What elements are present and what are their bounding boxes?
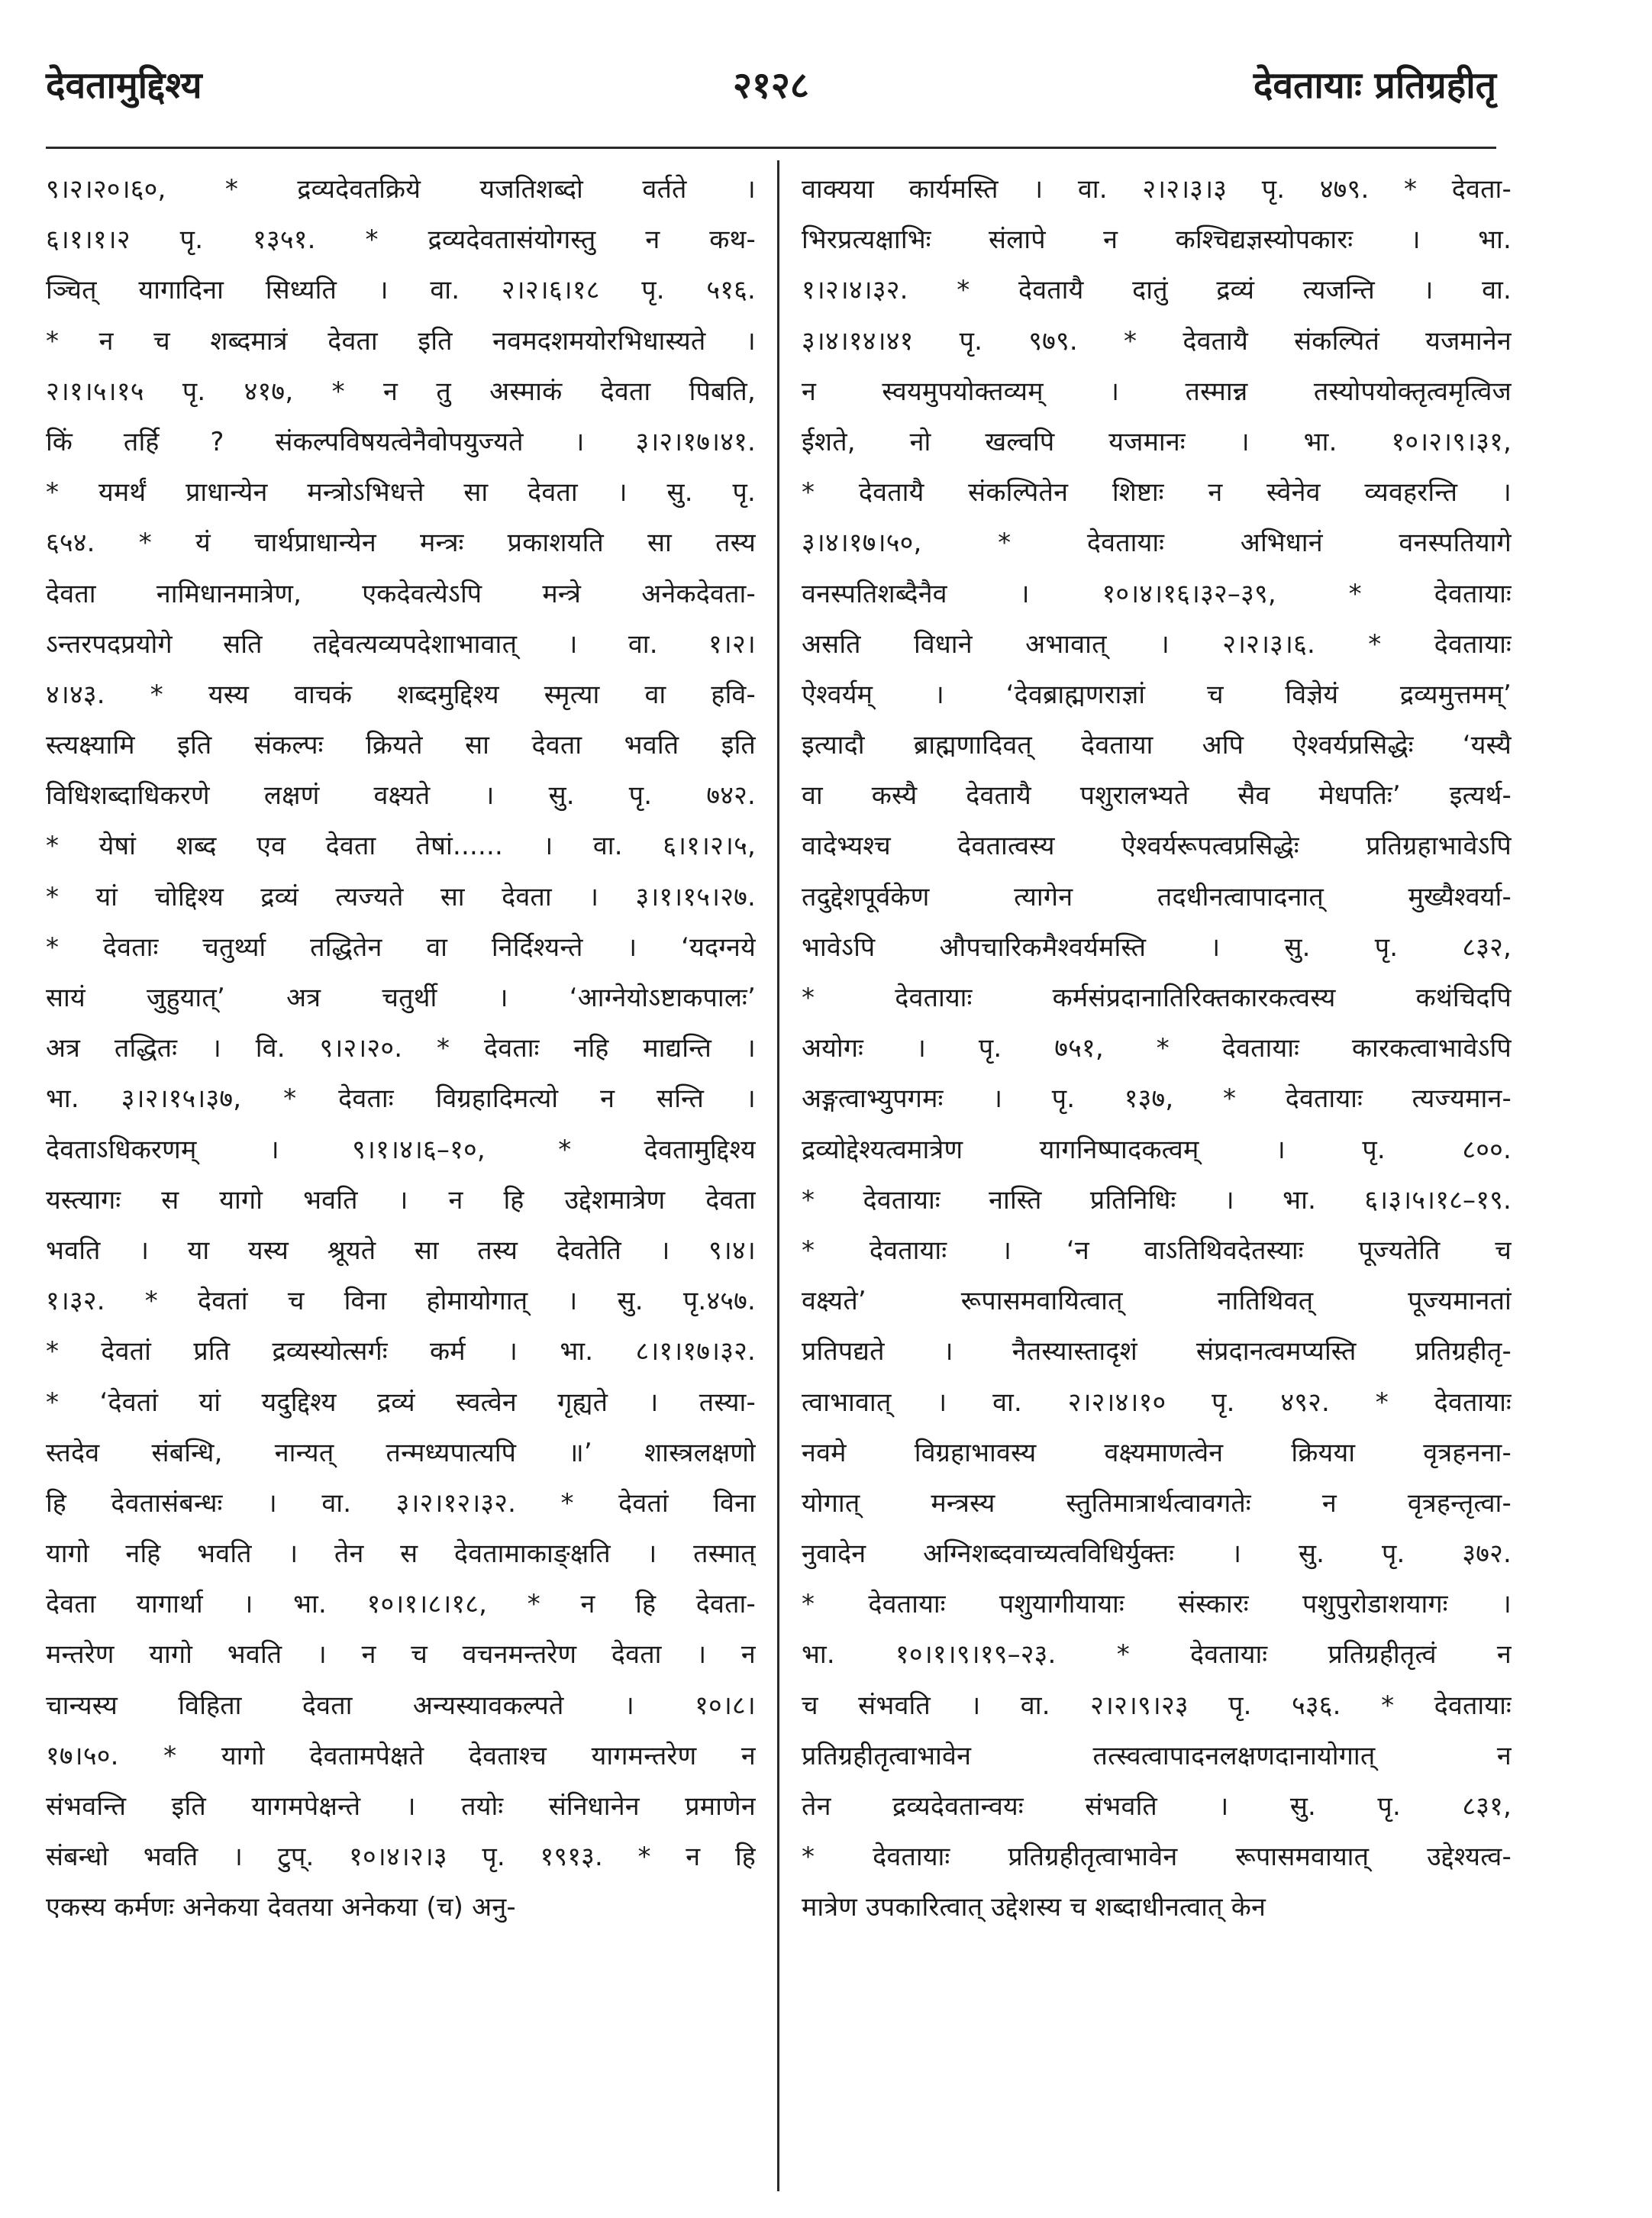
text-line: ६५४. * यं चार्थप्राधान्येन मन्त्रः प्रकाशयति सा तस्य bbox=[46, 528, 756, 559]
header-rule bbox=[46, 147, 1496, 149]
text-line: देवताऽधिकरणम् । ९।१।४।६–१०, * देवतामुद्दिश्य bbox=[46, 1134, 756, 1165]
text-line: नवमे विग्रहाभावस्य वक्ष्यमाणत्वेन क्रियया वृत्रहनना- bbox=[802, 1437, 1512, 1468]
text-line: प्रतिपद्यते । नैतस्यास्तादृशं संप्रदानत्वमप्यस्ति प्रतिग्रहीतृ- bbox=[802, 1336, 1512, 1367]
text-line: नुवादेन अग्निशब्दवाच्यत्वविधिर्युक्तः । सु. पृ. ३७२. bbox=[802, 1538, 1512, 1570]
text-line: किं तर्हि ? संकल्पविषयत्वेनैवोपयुज्यते । ३।२।१७।४१. bbox=[46, 426, 756, 457]
text-line: ञ्चित् यागादिना सिध्यति । वा. २।२।६।१८ पृ. ५१६. bbox=[46, 275, 756, 306]
text-line: अत्र तद्धितः । वि. ९।२।२०. * देवताः नहि माद्यन्ति । bbox=[46, 1033, 756, 1064]
text-line: भा. ३।२।१५।३७, * देवताः विग्रहादिमत्यो न सन्ति । bbox=[46, 1083, 756, 1115]
text-line: * न च शब्दमात्रं देवता इति नवमदशमयोरभिधास्यते । bbox=[46, 325, 756, 357]
text-line: वनस्पतिशब्दैनैव । १०।४।१६।३२–३९, * देवतायाः bbox=[802, 578, 1512, 609]
text-line: * देवतायाः प्रतिग्रहीतृत्वाभावेन रूपासमवायात् उद्देश्यत्व- bbox=[802, 1842, 1512, 1873]
text-line: वा कस्यै देवतायै पशुरालभ्यते सैव मेधपतिः’ इत्यर्थ- bbox=[802, 780, 1512, 812]
running-head bbox=[46, 60, 1496, 128]
text-line: ९।२।२०।६०, * द्रव्यदेवतक्रिये यजतिशब्दो वर्तते । bbox=[46, 174, 756, 205]
text-line: ३।४।१७।५०, * देवतायाः अभिधानं वनस्पतियागे bbox=[802, 528, 1512, 559]
page-number: २१२८ bbox=[733, 64, 809, 107]
text-line: * देवतायाः नास्ति प्रतिनिधिः । भा. ६।३।५।१८–१९. bbox=[802, 1184, 1512, 1216]
text-line: भिरप्रत्यक्षाभिः संलापे न कश्चिद्यज्ञस्योपकारः । भा. bbox=[802, 224, 1512, 256]
text-line: त्वाभावात् । वा. २।२।४।१० पृ. ४९२. * देवतायाः bbox=[802, 1387, 1512, 1418]
text-line: असति विधाने अभावात् । २।२।३।६. * देवतायाः bbox=[802, 628, 1512, 660]
text-line: वादेभ्यश्च देवतात्वस्य ऐश्वर्यरूपत्वप्रसिद्धेः प्रतिग्रहाभावेऽपि bbox=[802, 831, 1512, 862]
column-divider bbox=[777, 160, 779, 2191]
text-line: अयोगः । पृ. ७५१, * देवतायाः कारकत्वाभावेऽपि bbox=[802, 1033, 1512, 1064]
text-line: * देवतायाः । ‘न वाऽतिथिवदेतस्याः पूज्यतेति च bbox=[802, 1235, 1512, 1266]
text-line: एकस्य कर्मणः अनेकया देवतया अनेकया (च) अनु- bbox=[46, 1892, 516, 1923]
text-line: भा. १०।१।९।१९–२३. * देवतायाः प्रतिग्रहीतृत्वं न bbox=[802, 1639, 1512, 1671]
text-line: * देवताः चतुर्थ्या तद्धितेन वा निर्दिश्यन्ते । ‘यदग्नये bbox=[46, 931, 756, 963]
text-line: * यां चोद्दिश्य द्रव्यं त्यज्यते सा देवता । ३।१।१५।२७. bbox=[46, 881, 756, 912]
text-line: * देवतां प्रति द्रव्यस्योत्सर्गः कर्म । भा. ८।१।१७।३२. bbox=[46, 1336, 756, 1367]
left-column bbox=[46, 164, 756, 2187]
text-line: प्रतिग्रहीतृत्वाभावेन तत्स्वत्वापादनलक्षणदानायोगात् न bbox=[802, 1740, 1512, 1771]
text-line: हि देवतासंबन्धः । वा. ३।२।१२।३२. * देवतां विना bbox=[46, 1487, 756, 1519]
text-line: २।१।५।१५ पृ. ४१७, * न तु अस्माकं देवता पिबति, bbox=[46, 376, 756, 407]
text-line: वाक्यया कार्यमस्ति । वा. २।२।३।३ पृ. ४७९. * देवता- bbox=[802, 174, 1512, 205]
text-line: न स्वयमुपयोक्तव्यम् । तस्मान्न तस्योपयोक्तृत्वमृत्विज bbox=[802, 376, 1512, 407]
text-line: ३।४।१४।४१ पृ. ९७९. * देवतायै संकल्पितं यजमानेन bbox=[802, 325, 1512, 357]
text-line: वक्ष्यते’ रूपासमवायित्वात् नातिथिवत् पूज्यमानतां bbox=[802, 1286, 1512, 1317]
text-line: ४।४३. * यस्य वाचकं शब्दमुद्दिश्य स्मृत्या वा हवि- bbox=[46, 679, 756, 710]
text-line: देवता यागार्था । भा. १०।१।८।१८, * न हि देवता- bbox=[46, 1589, 756, 1620]
text-line: यागो नहि भवति । तेन स देवतामाकाङ्क्षति । तस्मात् bbox=[46, 1538, 756, 1570]
text-line: स्त्यक्ष्यामि इति संकल्पः क्रियते सा देवता भवति इति bbox=[46, 730, 756, 761]
text-line: १।२।४।३२. * देवतायै दातुं द्रव्यं त्यजन्ति । वा. bbox=[802, 275, 1512, 306]
text-line: ईशते, नो खल्वपि यजमानः । भा. १०।२।९।३१, bbox=[802, 426, 1512, 457]
text-line: यस्त्यागः स यागो भवति । न हि उद्देशमात्रेण देवता bbox=[46, 1184, 756, 1216]
text-line: * यमर्थं प्राधान्येन मन्त्रोऽभिधत्ते सा देवता । सु. पृ. bbox=[46, 477, 756, 508]
text-line: चान्यस्य विहिता देवता अन्यस्यावकल्पते । १०।८। bbox=[46, 1690, 756, 1721]
text-line: ऐश्वर्यम् । ‘देवब्राह्मणराज्ञां च विज्ञेयं द्रव्यमुत्तमम्’ bbox=[802, 679, 1512, 710]
text-line: भवति । या यस्य श्रूयते सा तस्य देवतेति । ९।४। bbox=[46, 1235, 756, 1266]
text-line: देवता नामिधानमात्रेण, एकदेवत्येऽपि मन्त्रे अनेकदेवता- bbox=[46, 578, 756, 609]
text-line: १।३२. * देवतां च विना होमायोगात् । सु. पृ.४५७. bbox=[46, 1286, 756, 1317]
text-line: मात्रेण उपकारित्वात् उद्देशस्य च शब्दाधीनत्वात् केन bbox=[802, 1892, 1266, 1923]
left-headword: देवतामुद्दिश्य bbox=[46, 64, 202, 107]
right-column bbox=[802, 164, 1512, 2187]
text-line: * देवतायै संकल्पितेन शिष्टाः न स्वेनेव व्यवहरन्ति । bbox=[802, 477, 1512, 508]
text-line: सायं जुहुयात्’ अत्र चतुर्थी । ‘आग्नेयोऽष्टाकपालः’ bbox=[46, 983, 756, 1013]
text-line: योगात् मन्त्रस्य स्तुतिमात्रार्थत्वावगतेः न वृत्रहन्तृत्वा- bbox=[802, 1487, 1512, 1519]
text-line: अङ्गत्वाभ्युपगमः । पृ. १३७, * देवतायाः त्यज्यमान- bbox=[802, 1083, 1512, 1115]
text-line: इत्यादौ ब्राह्मणादिवत् देवताया अपि ऐश्वर्यप्रसिद्धेः ‘यस्यै bbox=[802, 730, 1512, 761]
text-line: * येषां शब्द एव देवता तेषां...... । वा. ६।१।२।५, bbox=[46, 831, 756, 862]
text-line: भावेऽपि औपचारिकमैश्वर्यमस्ति । सु. पृ. ८३२, bbox=[802, 931, 1512, 963]
text-line: विधिशब्दाधिकरणे लक्षणं वक्ष्यते । सु. पृ. ७४२. bbox=[46, 780, 756, 812]
text-line: संभवन्ति इति यागमपेक्षन्ते । तयोः संनिधानेन प्रमाणेन bbox=[46, 1791, 756, 1822]
text-line: ६।१।१।२ पृ. १३५१. * द्रव्यदेवतासंयोगस्तु न कथ- bbox=[46, 224, 756, 256]
text-line: द्रव्योद्देश्यत्वमात्रेण यागनिष्पादकत्वम् । पृ. ८००. bbox=[802, 1134, 1512, 1165]
text-line: * ‘देवतां यां यदुद्दिश्य द्रव्यं स्वत्वेन गृह्यते । तस्या- bbox=[46, 1387, 756, 1418]
text-line: तदुद्देशपूर्वकेण त्यागेन तदधीनत्वापादनात् मुख्यैश्वर्या- bbox=[802, 881, 1512, 912]
text-line: संबन्धो भवति । टुप्. १०।४।२।३ पृ. १९१३. * न हि bbox=[46, 1842, 756, 1873]
text-line: * देवतायाः कर्मसंप्रदानातिरिक्तकारकत्वस्य कथंचिदपि bbox=[802, 983, 1512, 1013]
text-line: मन्तरेण यागो भवति । न च वचनमन्तरेण देवता । न bbox=[46, 1639, 756, 1671]
right-headword: देवतायाः प्रतिग्रहीतृ bbox=[1253, 64, 1496, 107]
text-line: च संभवति । वा. २।२।९।२३ पृ. ५३६. * देवतायाः bbox=[802, 1690, 1512, 1721]
text-line: स्तदेव संबन्धि, नान्यत् तन्मध्यपात्यपि ॥’ शास्त्रलक्षणो bbox=[46, 1437, 756, 1468]
text-line: १७।५०. * यागो देवतामपेक्षते देवताश्च यागमन्तरेण न bbox=[46, 1740, 756, 1771]
text-line: तेन द्रव्यदेवतान्वयः संभवति । सु. पृ. ८३१, bbox=[802, 1791, 1512, 1822]
text-line: ऽन्तरपदप्रयोगे सति तद्देवत्यव्यपदेशाभावात् । वा. १।२। bbox=[46, 628, 756, 660]
text-line: * देवतायाः पशुयागीयायाः संस्कारः पशुपुरोडाशयागः । bbox=[802, 1589, 1512, 1620]
